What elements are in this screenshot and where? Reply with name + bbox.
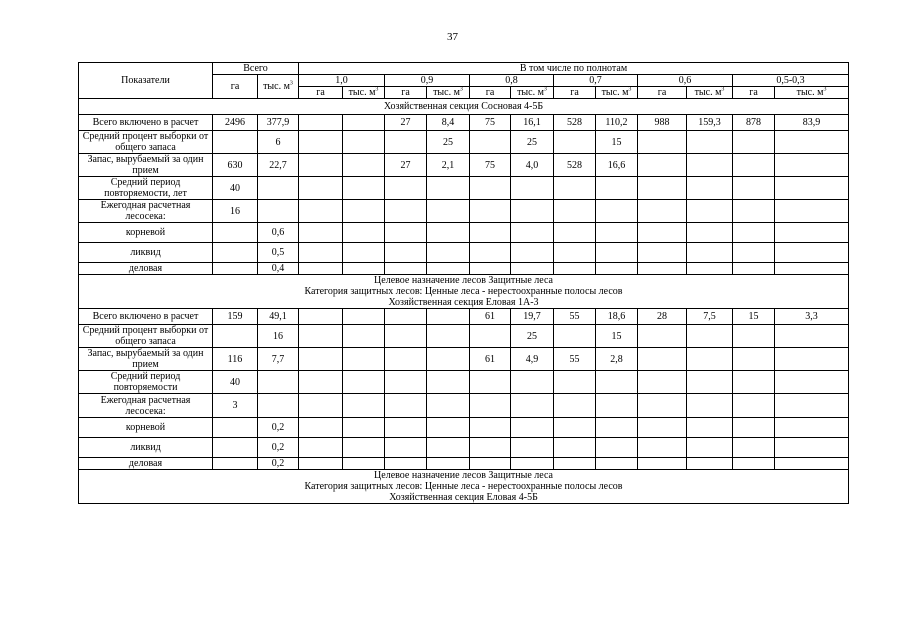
table-cell (733, 371, 775, 394)
header-in-density: В том числе по полнотам (299, 63, 849, 75)
table-cell: 2,8 (596, 348, 638, 371)
table-cell: 19,7 (511, 309, 554, 325)
table-cell (554, 458, 596, 470)
table-row (79, 394, 849, 418)
table-cell (733, 154, 775, 177)
table-cell: 15 (596, 325, 638, 348)
table-cell (596, 418, 638, 438)
table-cell (687, 200, 733, 223)
table-cell (733, 348, 775, 371)
table-cell: 16,1 (511, 115, 554, 131)
table-cell (733, 325, 775, 348)
table-cell: 55 (554, 309, 596, 325)
table-cell (213, 458, 258, 470)
row-label: ликвид (79, 243, 213, 263)
table-cell (343, 394, 385, 418)
table-cell: 7,7 (258, 348, 299, 371)
table-cell (733, 177, 775, 200)
table-cell (343, 325, 385, 348)
table-cell (511, 263, 554, 275)
table-cell (554, 200, 596, 223)
table-cell (213, 223, 258, 243)
table-cell: 630 (213, 154, 258, 177)
table-cell (733, 458, 775, 470)
table-cell: 55 (554, 348, 596, 371)
table-cell: 2,1 (427, 154, 470, 177)
table-cell (554, 325, 596, 348)
table-cell (343, 348, 385, 371)
table-cell (775, 325, 849, 348)
table-cell (733, 243, 775, 263)
table-cell (596, 371, 638, 394)
header-unit-thous: тыс. $м^3$ (511, 87, 554, 99)
table-cell: 0,2 (258, 458, 299, 470)
table-cell: 15 (733, 309, 775, 325)
table-cell (733, 438, 775, 458)
row-label: Ежегодная расчетная лесосека: (79, 200, 213, 223)
table-cell (343, 371, 385, 394)
table-cell (775, 458, 849, 470)
table-cell (638, 177, 687, 200)
table-cell (470, 243, 511, 263)
table-cell: 3,3 (775, 309, 849, 325)
table-cell: 4,9 (511, 348, 554, 371)
table-cell (554, 263, 596, 275)
table-row (79, 458, 849, 470)
table-cell (299, 371, 343, 394)
table-cell (511, 438, 554, 458)
table-cell (638, 154, 687, 177)
table-cell (385, 418, 427, 438)
table-cell (343, 177, 385, 200)
table-cell: 528 (554, 154, 596, 177)
table-cell (596, 200, 638, 223)
table-row (79, 115, 849, 131)
table-cell (213, 325, 258, 348)
allowable-cut-table (78, 62, 849, 504)
table-cell (213, 263, 258, 275)
table-cell (470, 458, 511, 470)
table-cell (775, 348, 849, 371)
table-row (79, 200, 849, 223)
table-cell (733, 223, 775, 243)
table-cell (427, 348, 470, 371)
table-cell (638, 438, 687, 458)
row-label: Ежегодная расчетная лесосека: (79, 394, 213, 418)
table-cell: 159 (213, 309, 258, 325)
table-cell (554, 371, 596, 394)
table-cell (385, 131, 427, 154)
table-cell (511, 177, 554, 200)
table-cell (511, 200, 554, 223)
table-cell: 878 (733, 115, 775, 131)
table-cell (427, 223, 470, 243)
table-cell: 61 (470, 348, 511, 371)
table-cell: 2496 (213, 115, 258, 131)
table-cell: 40 (213, 371, 258, 394)
row-label: Запас, вырубаемый за один прием (79, 348, 213, 371)
table-cell (213, 418, 258, 438)
table-cell (554, 394, 596, 418)
table-cell (299, 394, 343, 418)
header-density: 0,6 (638, 75, 733, 87)
header-unit-ha: га (470, 87, 511, 99)
table-cell (775, 177, 849, 200)
table-cell (343, 458, 385, 470)
table-cell (258, 394, 299, 418)
table-cell (213, 131, 258, 154)
table-cell (299, 458, 343, 470)
table-cell (687, 263, 733, 275)
table-cell (470, 177, 511, 200)
table-cell: 28 (638, 309, 687, 325)
section-heading-line: Целевое назначение лесов Защитные леса (374, 470, 553, 481)
row-label: корневой (79, 223, 213, 243)
table-row (79, 131, 849, 154)
header-unit-ha: га (554, 87, 596, 99)
table-cell (299, 348, 343, 371)
table-cell: 25 (511, 325, 554, 348)
table-cell (511, 223, 554, 243)
row-label: корневой (79, 418, 213, 438)
table-cell (427, 371, 470, 394)
table-cell (299, 325, 343, 348)
table-cell (470, 263, 511, 275)
table-cell (343, 418, 385, 438)
table-cell (427, 263, 470, 275)
table-cell (638, 458, 687, 470)
table-cell: 27 (385, 154, 427, 177)
table-cell (343, 243, 385, 263)
header-unit-ha: га (385, 87, 427, 99)
table-cell: 25 (427, 131, 470, 154)
table-cell (511, 371, 554, 394)
table-cell (638, 263, 687, 275)
header-unit-thous: тыс. $м^3$ (596, 87, 638, 99)
table-cell (385, 325, 427, 348)
row-label: Средний процент выборки от общего запаса (79, 131, 213, 154)
table-cell (385, 348, 427, 371)
table-cell (385, 394, 427, 418)
table-cell (427, 309, 470, 325)
table-row (79, 371, 849, 394)
header-total-thous: тыс. $м^3$ (258, 75, 299, 99)
table-cell (511, 458, 554, 470)
table-cell (775, 131, 849, 154)
table-cell (687, 371, 733, 394)
table-cell: 0,6 (258, 223, 299, 243)
table-cell: 0,5 (258, 243, 299, 263)
table-cell (470, 418, 511, 438)
table-cell (343, 154, 385, 177)
table-cell (343, 263, 385, 275)
table-row (79, 243, 849, 263)
table-cell (687, 325, 733, 348)
table-cell (596, 263, 638, 275)
table-cell: 159,3 (687, 115, 733, 131)
table-cell: 3 (213, 394, 258, 418)
table-cell (427, 200, 470, 223)
table-cell (554, 223, 596, 243)
row-label: Средний период повторяемости, лет (79, 177, 213, 200)
table-row (79, 177, 849, 200)
header-density: 0,5-0,3 (733, 75, 849, 87)
table-cell (470, 371, 511, 394)
table-cell (687, 348, 733, 371)
table-cell (687, 177, 733, 200)
row-label: Запас, вырубаемый за один прием (79, 154, 213, 177)
header-density: 1,0 (299, 75, 385, 87)
table-cell (775, 418, 849, 438)
section-heading-line: Целевое назначение лесов Защитные леса (374, 275, 553, 286)
table-cell (470, 394, 511, 418)
table-cell (385, 438, 427, 458)
table-cell (299, 243, 343, 263)
table-cell: 40 (213, 177, 258, 200)
table-cell (638, 348, 687, 371)
section-heading-line: Хозяйственная секция Сосновая 4-5Б (383, 101, 544, 112)
table-row (79, 263, 849, 275)
header-density: 0,7 (554, 75, 638, 87)
table-cell (427, 458, 470, 470)
table-cell (385, 371, 427, 394)
table-cell (385, 200, 427, 223)
row-label: деловая (79, 263, 213, 275)
table-cell: 18,6 (596, 309, 638, 325)
table-cell: 16,6 (596, 154, 638, 177)
table-cell (470, 438, 511, 458)
table-cell (638, 243, 687, 263)
table-cell (596, 243, 638, 263)
table-cell (385, 177, 427, 200)
table-cell (638, 371, 687, 394)
table-cell (385, 263, 427, 275)
table-cell (554, 438, 596, 458)
table-cell (299, 177, 343, 200)
table-cell (343, 223, 385, 243)
header-unit-ha: га (733, 87, 775, 99)
table-cell (511, 394, 554, 418)
table-cell (596, 394, 638, 418)
row-label: деловая (79, 458, 213, 470)
header-unit-ha: га (638, 87, 687, 99)
table-cell (733, 200, 775, 223)
table-cell: 49,1 (258, 309, 299, 325)
table-cell (343, 438, 385, 458)
row-label: Всего включено в расчет (79, 115, 213, 131)
table-row (79, 223, 849, 243)
table-cell (427, 394, 470, 418)
table-row (79, 348, 849, 371)
header-unit-thous: тыс. $м^3$ (427, 87, 470, 99)
table-cell (213, 243, 258, 263)
table-cell (343, 131, 385, 154)
table-cell: 6 (258, 131, 299, 154)
table-row (79, 325, 849, 348)
header-unit-thous: тыс. $м^3$ (687, 87, 733, 99)
table-cell (687, 394, 733, 418)
table-cell (775, 371, 849, 394)
table-cell (258, 371, 299, 394)
row-label: Средний период повторяемости (79, 371, 213, 394)
table-cell: 22,7 (258, 154, 299, 177)
table-cell (213, 438, 258, 458)
table-cell: 75 (470, 154, 511, 177)
table-cell (554, 131, 596, 154)
section-heading-line: Категория защитных лесов: Ценные леса - нерестоохранные полосы лесов (304, 286, 623, 297)
table-cell (687, 154, 733, 177)
table-cell (385, 243, 427, 263)
table-cell (775, 223, 849, 243)
table-cell (299, 223, 343, 243)
table-cell (299, 131, 343, 154)
table-cell (470, 325, 511, 348)
table-cell (733, 394, 775, 418)
table-cell (427, 177, 470, 200)
table-cell (687, 438, 733, 458)
table-cell: 7,5 (687, 309, 733, 325)
page-number: 37 (447, 31, 458, 43)
section-heading-line: Категория защитных лесов: Ценные леса - нерестоохранные полосы лесов (304, 481, 623, 492)
table-cell: 83,9 (775, 115, 849, 131)
header-total: Всего (213, 63, 299, 75)
table-cell (733, 418, 775, 438)
table-cell (511, 243, 554, 263)
table-cell (775, 200, 849, 223)
table-cell: 110,2 (596, 115, 638, 131)
table-cell: 8,4 (427, 115, 470, 131)
table-cell (638, 223, 687, 243)
table-cell (299, 154, 343, 177)
table-cell: 15 (596, 131, 638, 154)
row-label: ликвид (79, 438, 213, 458)
table-cell (775, 154, 849, 177)
table-cell (258, 200, 299, 223)
table-cell: 61 (470, 309, 511, 325)
table-cell: 377,9 (258, 115, 299, 131)
table-cell (299, 115, 343, 131)
table-cell (385, 458, 427, 470)
table-cell (733, 131, 775, 154)
table-cell (554, 243, 596, 263)
table-cell (470, 200, 511, 223)
table-cell (687, 418, 733, 438)
table-cell: 4,0 (511, 154, 554, 177)
table-cell (775, 438, 849, 458)
table-row (79, 309, 849, 325)
header-unit-thous: тыс. $м^3$ (775, 87, 849, 99)
header-density: 0,8 (470, 75, 554, 87)
table-cell (638, 131, 687, 154)
table-cell (470, 131, 511, 154)
table-cell: 116 (213, 348, 258, 371)
table-row (79, 418, 849, 438)
table-cell (299, 200, 343, 223)
table-cell (299, 263, 343, 275)
section-heading (79, 99, 849, 115)
table-cell: 75 (470, 115, 511, 131)
section-heading-line: Хозяйственная секция Еловая 4-5Б (389, 492, 538, 503)
table-cell (299, 418, 343, 438)
table-cell (427, 418, 470, 438)
table-cell (470, 223, 511, 243)
table-cell: 25 (511, 131, 554, 154)
row-label: Всего включено в расчет (79, 309, 213, 325)
section-heading (79, 470, 849, 504)
table-cell (596, 177, 638, 200)
table-row (79, 154, 849, 177)
table-cell: 0,2 (258, 438, 299, 458)
header-indicators: Показатели (79, 63, 213, 99)
table-cell (385, 309, 427, 325)
header-density: 0,9 (385, 75, 470, 87)
table-cell (775, 263, 849, 275)
table-cell (343, 309, 385, 325)
table-cell (638, 394, 687, 418)
table-cell (385, 223, 427, 243)
table-cell: 528 (554, 115, 596, 131)
table-cell (258, 177, 299, 200)
section-heading (79, 275, 849, 309)
table-cell: 16 (213, 200, 258, 223)
table-cell (427, 243, 470, 263)
table-cell (343, 115, 385, 131)
table-cell (427, 438, 470, 458)
table-cell (638, 200, 687, 223)
header-unit-thous: тыс. $м^3$ (343, 87, 385, 99)
table-cell (596, 458, 638, 470)
table-cell (687, 223, 733, 243)
table-cell (733, 263, 775, 275)
table-cell (687, 458, 733, 470)
table-row (79, 438, 849, 458)
table-cell (775, 394, 849, 418)
table-cell (596, 438, 638, 458)
table-cell (343, 200, 385, 223)
table-cell (687, 243, 733, 263)
header-unit-ha: га (299, 87, 343, 99)
table-cell (638, 325, 687, 348)
row-label: Средний процент выборки от общего запаса (79, 325, 213, 348)
table-cell (299, 438, 343, 458)
table-cell: 27 (385, 115, 427, 131)
table-cell (775, 243, 849, 263)
table-cell (299, 309, 343, 325)
header-total-ha: га (213, 75, 258, 99)
section-heading-line: Хозяйственная секция Еловая 1А-3 (388, 297, 539, 308)
table-cell (687, 131, 733, 154)
table-cell (596, 223, 638, 243)
table-cell: 0,2 (258, 418, 299, 438)
table-cell (427, 325, 470, 348)
table-cell: 0,4 (258, 263, 299, 275)
table-cell (554, 177, 596, 200)
table-cell: 16 (258, 325, 299, 348)
table-cell (511, 418, 554, 438)
table-cell (638, 418, 687, 438)
table-cell (554, 418, 596, 438)
table-cell: 988 (638, 115, 687, 131)
